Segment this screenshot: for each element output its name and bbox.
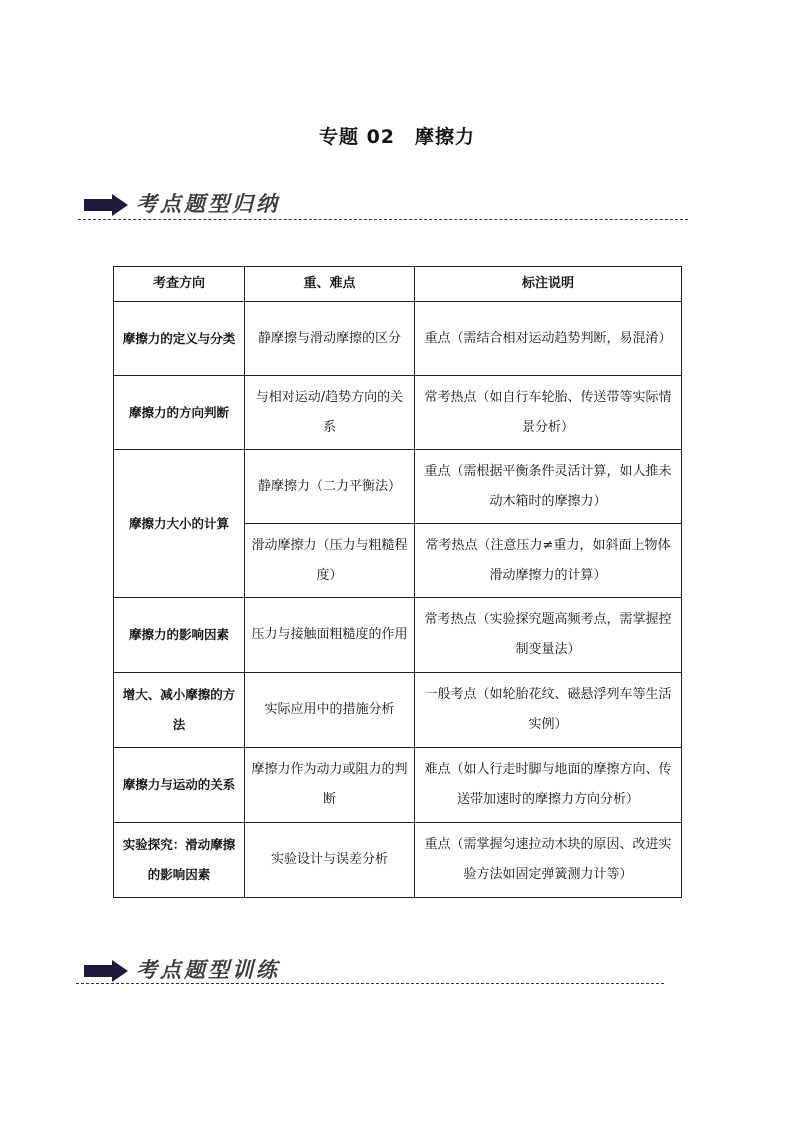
key-point-cell: 实验设计与误差分析	[245, 823, 415, 898]
key-point-cell: 滑动摩擦力（压力与粗糙程度）	[245, 524, 415, 598]
key-point-cell: 静摩擦力（二力平衡法）	[245, 450, 415, 524]
direction-cell: 摩擦力的影响因素	[114, 598, 245, 673]
table-row	[114, 823, 682, 898]
table-row	[114, 450, 682, 524]
key-point-cell: 压力与接触面粗糙度的作用	[245, 598, 415, 673]
arrow-right-icon	[84, 960, 128, 982]
arrow-right-icon	[84, 194, 128, 216]
direction-cell: 摩擦力大小的计算	[114, 450, 245, 598]
note-cell: 重点（需掌握匀速拉动木块的原因、改进实验方法如固定弹簧测力计等）	[415, 823, 682, 898]
table-header-row	[114, 267, 682, 302]
page-title	[0, 122, 794, 149]
section-heading-summary-label: 考点题型归纳	[136, 191, 280, 216]
note-cell: 重点（需结合相对运动趋势判断，易混淆）	[415, 302, 682, 376]
direction-cell: 摩擦力的定义与分类	[114, 302, 245, 376]
note-cell: 难点（如人行走时脚与地面的摩擦方向、传送带加速时的摩擦力方向分析）	[415, 748, 682, 823]
summary-table	[113, 266, 682, 898]
header-key-points: 重、难点	[245, 267, 415, 302]
table-row	[114, 376, 682, 450]
section-heading-practice	[84, 956, 674, 992]
direction-cell: 摩擦力的方向判断	[114, 376, 245, 450]
note-cell: 常考热点（注意压力≠重力，如斜面上物体滑动摩擦力的计算）	[415, 524, 682, 598]
note-cell: 常考热点（实验探究题高频考点，需掌握控制变量法）	[415, 598, 682, 673]
header-direction: 考查方向	[114, 267, 245, 302]
key-point-cell: 实际应用中的措施分析	[245, 673, 415, 748]
section-heading-practice-label: 考点题型训练	[136, 957, 280, 982]
direction-cell: 实验探究：滑动摩擦的影响因素	[114, 823, 245, 898]
note-cell: 重点（需根据平衡条件灵活计算，如人推未动木箱时的摩擦力）	[415, 450, 682, 524]
header-notes: 标注说明	[415, 267, 682, 302]
key-point-cell: 摩擦力作为动力或阻力的判断	[245, 748, 415, 823]
section-divider	[76, 983, 664, 984]
section-heading-summary	[84, 190, 694, 226]
table-row	[114, 598, 682, 673]
title-number: 专题 02	[318, 126, 396, 148]
table-row	[114, 673, 682, 748]
direction-cell: 增大、减小摩擦的方法	[114, 673, 245, 748]
note-cell: 一般考点（如轮胎花纹、磁悬浮列车等生活实例）	[415, 673, 682, 748]
title-topic: 摩擦力	[415, 126, 476, 148]
table-row	[114, 748, 682, 823]
key-point-cell: 与相对运动/趋势方向的关系	[245, 376, 415, 450]
table-row	[114, 302, 682, 376]
direction-cell: 摩擦力与运动的关系	[114, 748, 245, 823]
section-divider	[78, 219, 688, 220]
key-point-cell: 静摩擦与滑动摩擦的区分	[245, 302, 415, 376]
note-cell: 常考热点（如自行车轮胎、传送带等实际情景分析）	[415, 376, 682, 450]
